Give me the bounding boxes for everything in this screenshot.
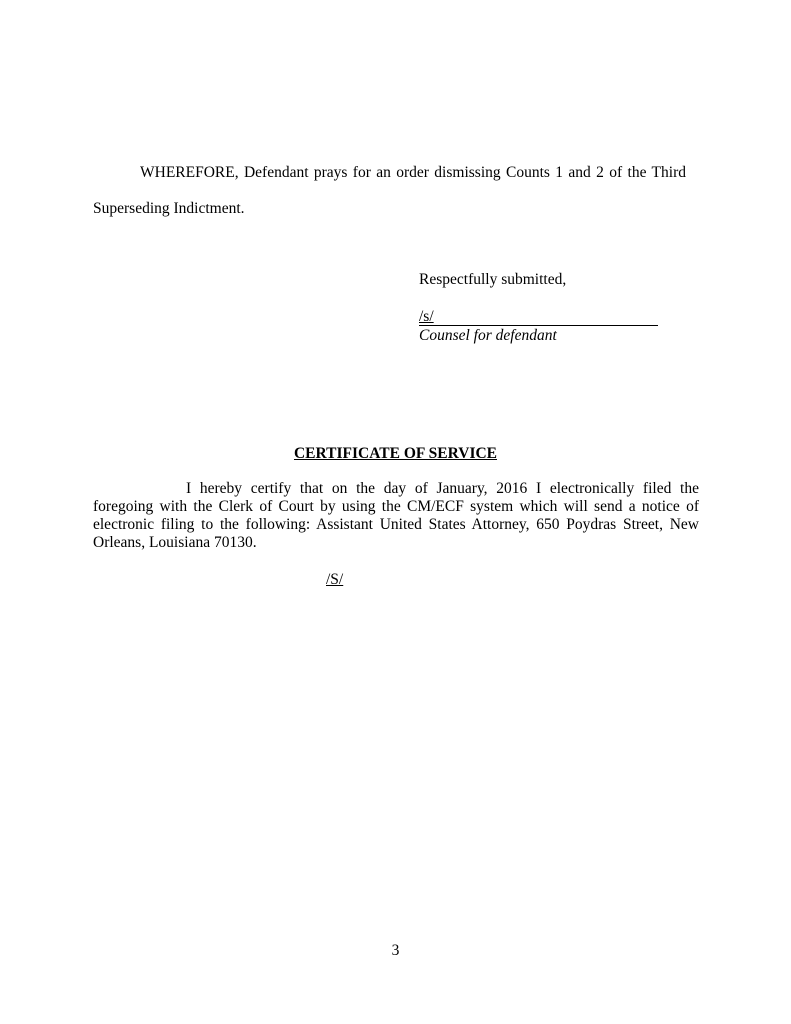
signature-role: Counsel for defendant <box>419 327 557 344</box>
wherefore-paragraph-line-1: WHEREFORE, Defendant prays for an order dismissing Counts 1 and 2 of the Third <box>140 164 686 181</box>
signature-block <box>419 271 659 345</box>
certificate-text: I hereby certify that on the day of January, 2016 I electronically filed the foregoing with the Clerk of Court by using the CM/ECF system which will send a notice of electronic filing to the following: Assistant United States Attorney, 650 Poydras Street, New Orleans, Louisiana 70130. <box>93 480 699 551</box>
signature-closing: Respectfully submitted, <box>419 271 567 288</box>
certificate-title: CERTIFICATE OF SERVICE <box>293 445 498 462</box>
page-number: 3 <box>391 942 400 959</box>
certificate-body <box>93 480 699 552</box>
signature-line <box>419 308 658 326</box>
wherefore-paragraph-line-2: Superseding Indictment. <box>93 200 245 217</box>
signature-mark: /s/ <box>419 308 434 325</box>
certificate-signature-mark: /S/ <box>326 571 344 588</box>
